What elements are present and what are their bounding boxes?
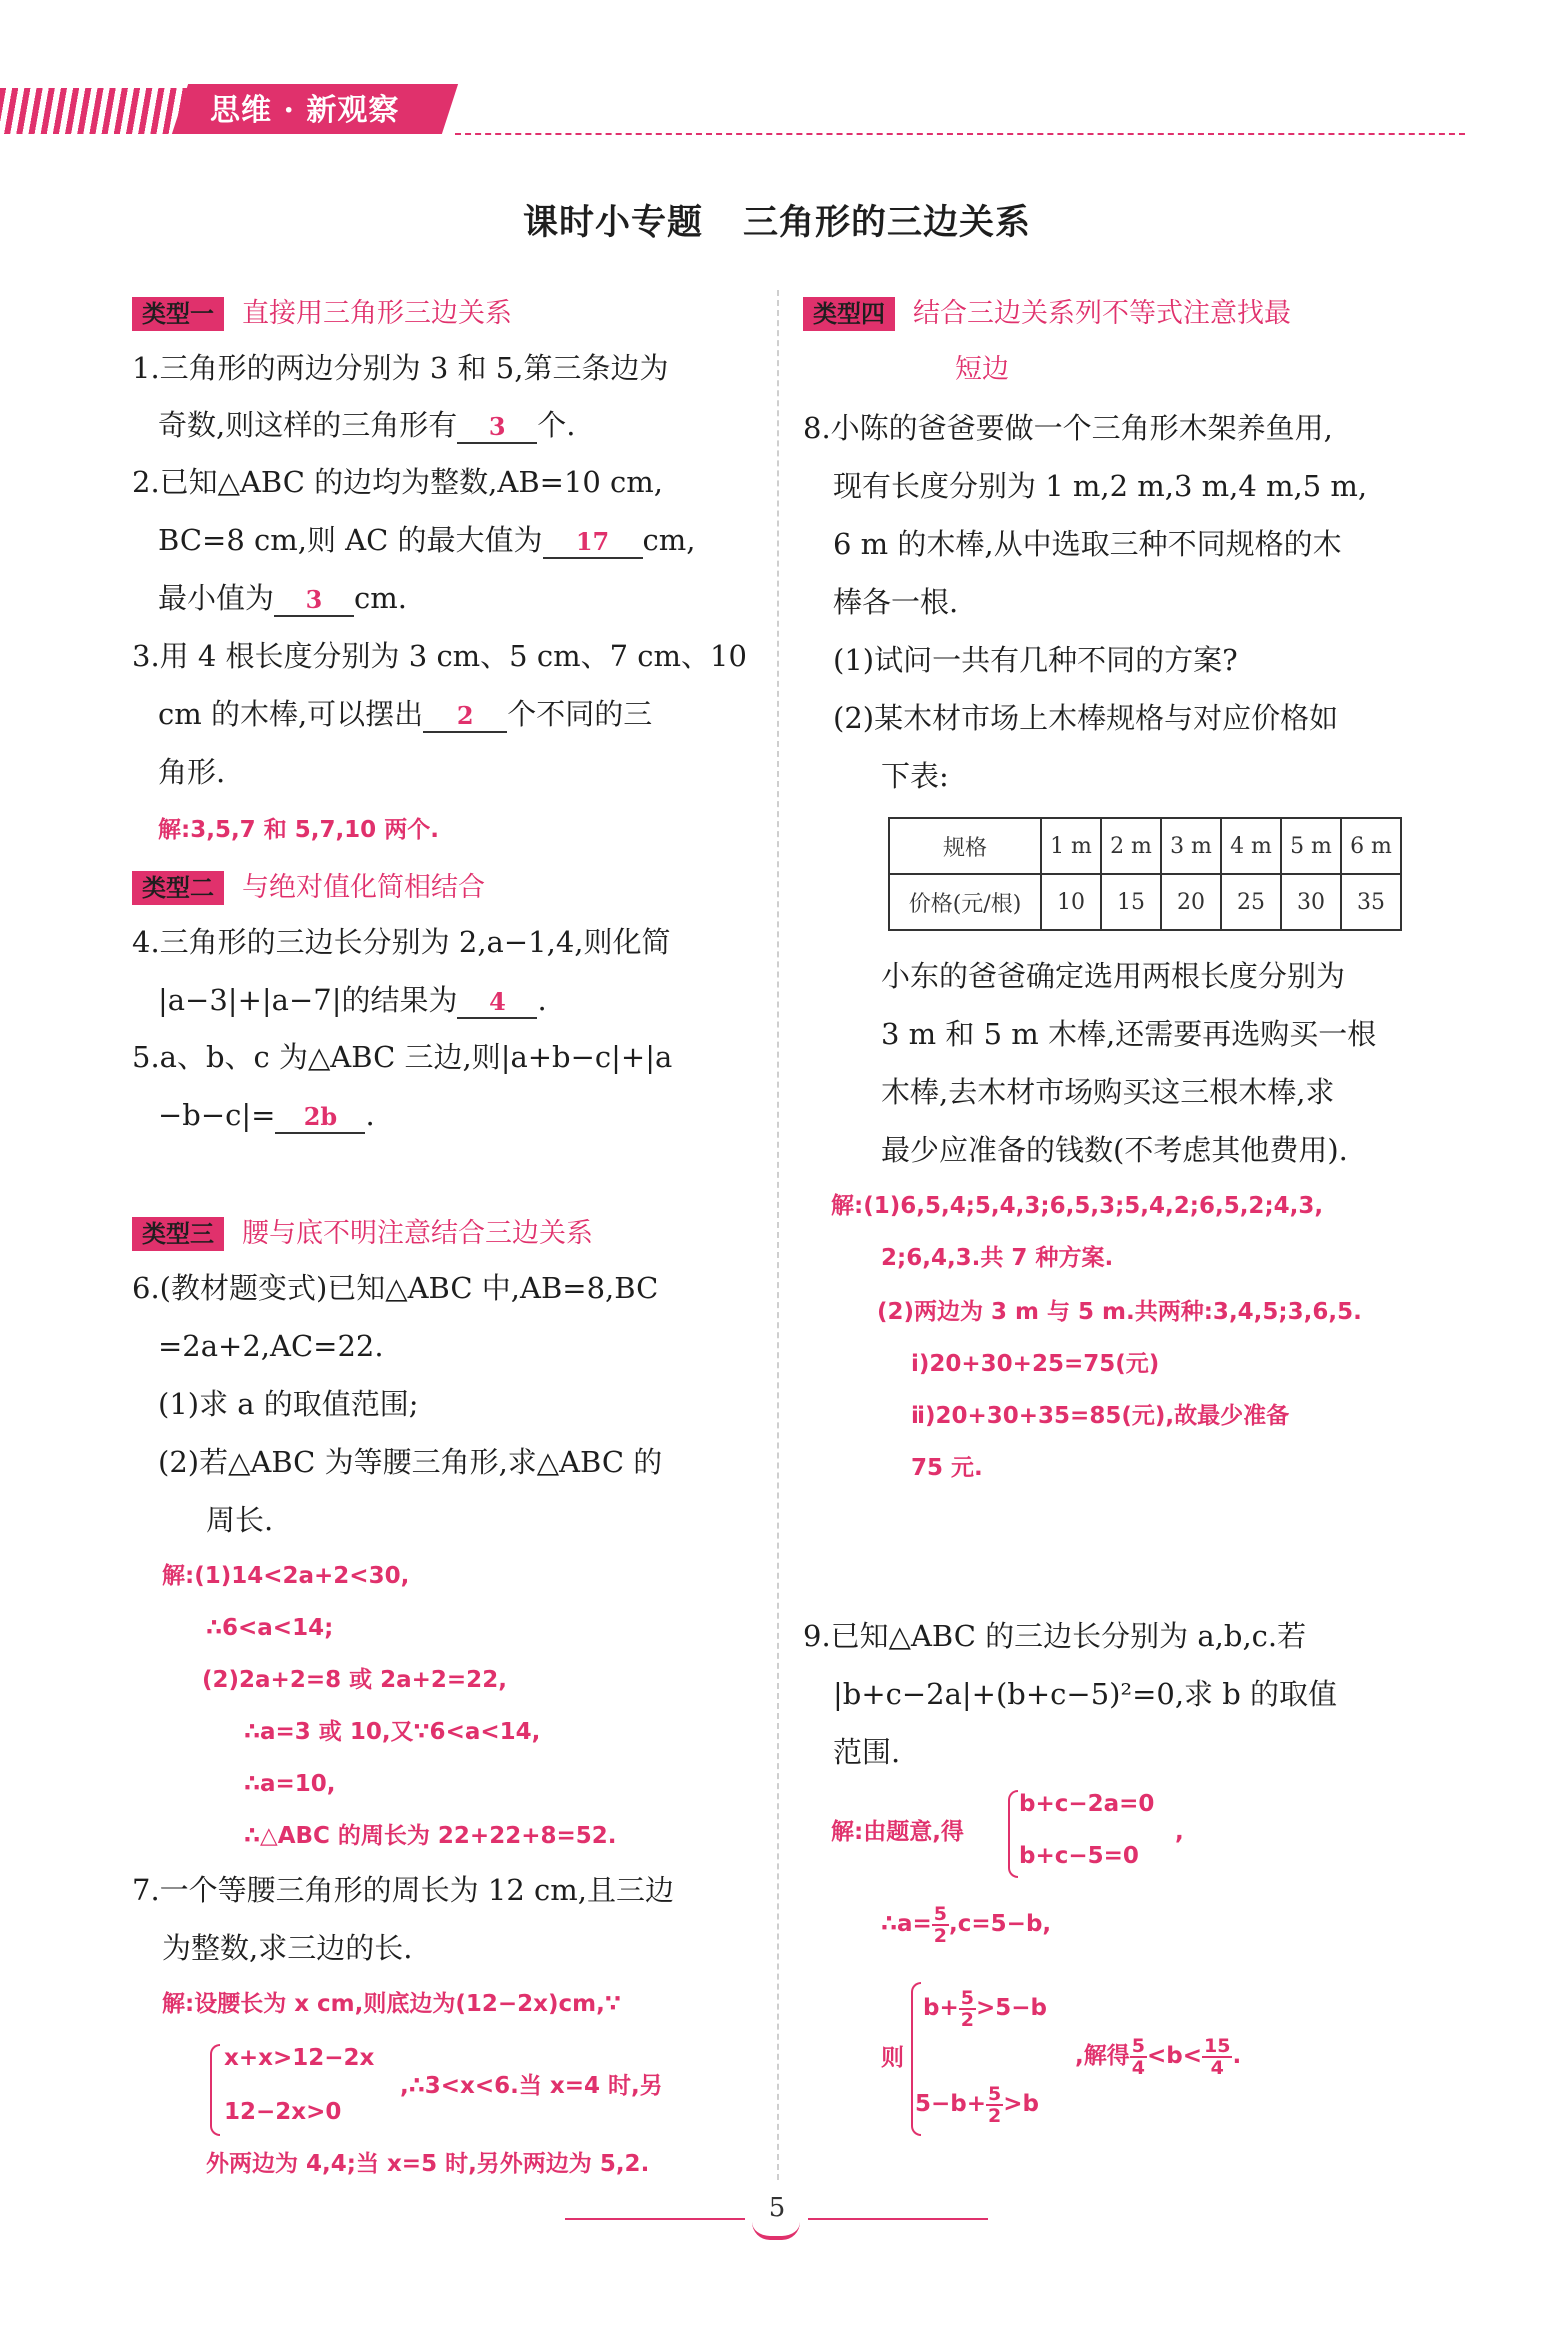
answer-blank: 3 <box>274 585 354 617</box>
table-cell: 5 m <box>1281 818 1341 874</box>
table-cell: 3 m <box>1161 818 1221 874</box>
q9-line-3: 范围. <box>833 1735 901 1769</box>
table-cell: 20 <box>1161 874 1221 930</box>
q9-system-2: b+c−5=0 <box>1019 1843 1139 1869</box>
footer-line-right <box>808 2218 988 2220</box>
type-heading-4 <box>803 292 1291 334</box>
price-table <box>888 817 1402 931</box>
q8-line-2: 现有长度分别为 1 m,2 m,3 m,4 m,5 m, <box>833 469 1368 503</box>
q9-result: ,解得 $\frac{5}{4}$ <b< $\frac{15}{4}$ . <box>1075 2034 1242 2079</box>
fraction: $\frac{5}{2}$ <box>988 2082 1002 2127</box>
q6-solution-6: ∴△ABC 的周长为 22+22+8=52. <box>244 1823 617 1849</box>
type-title: 直接用三角形三边关系 <box>242 298 512 329</box>
brace <box>210 2044 220 2136</box>
brace <box>1008 1790 1018 1878</box>
q1-line-1: 1.三角形的两边分别为 3 和 5,第三条边为 <box>132 351 669 385</box>
q9-line-2: |b+c−2a|+(b+c−5)²=0,求 b 的取值 <box>833 1677 1338 1711</box>
q2-line-3: 最小值为 3 cm. <box>158 581 407 615</box>
type-title: 结合三边关系列不等式注意找最 <box>913 298 1291 329</box>
table-cell: 规格 <box>889 818 1041 874</box>
page-title <box>0 195 1554 245</box>
q6-line-4: (2)若△ABC 为等腰三角形,求△ABC 的 <box>158 1445 663 1479</box>
q8-line-7: 下表: <box>881 759 949 793</box>
table-cell: 价格(元/根) <box>889 874 1041 930</box>
q4-line-1: 4.三角形的三边长分别为 2,a−1,4,则化简 <box>132 925 671 959</box>
q5-line-1: 5.a、b、c 为△ABC 三边,则|a+b−c|+|a <box>132 1040 673 1074</box>
q8-solution-3: (2)两边为 3 m 与 5 m.共两种:3,4,5;3,6,5. <box>877 1299 1362 1325</box>
q9-solution-3-label: 则 <box>881 2045 904 2071</box>
table-cell: 6 m <box>1341 818 1401 874</box>
q2-line-1: 2.已知△ABC 的边均为整数,AB=10 cm, <box>132 465 664 499</box>
q6-line-5: 周长. <box>206 1503 274 1537</box>
type-title-cont: 短边 <box>955 354 1009 385</box>
table-cell: 4 m <box>1221 818 1281 874</box>
q8-line-8: 小东的爸爸确定选用两根长度分别为 <box>881 959 1346 993</box>
q6-line-1: 6.(教材题变式)已知△ABC 中,AB=8,BC <box>132 1271 659 1305</box>
fraction: $\frac{5}{2}$ <box>933 1902 948 1947</box>
q6-solution-1: 解:(1)14<2a+2<30, <box>162 1563 410 1589</box>
table-cell: 25 <box>1221 874 1281 930</box>
table-cell: 10 <box>1041 874 1101 930</box>
page-title-part2: 三角形的三边关系 <box>743 202 1032 243</box>
answer-blank: 4 <box>457 987 537 1019</box>
q3-solution: 解:3,5,7 和 5,7,10 两个. <box>158 817 439 843</box>
answer-blank: 17 <box>543 527 643 559</box>
q9-line-1: 9.已知△ABC 的三边长分别为 a,b,c.若 <box>803 1619 1307 1653</box>
table-cell: 30 <box>1281 874 1341 930</box>
fraction: $\frac{5}{2}$ <box>960 1986 974 2031</box>
header-stripes <box>0 88 200 134</box>
q8-line-4: 棒各一根. <box>833 585 959 619</box>
q8-line-11: 最少应准备的钱数(不考虑其他费用). <box>881 1133 1348 1167</box>
q7-solution-4: 外两边为 4,4;当 x=5 时,另外两边为 5,2. <box>206 2151 650 2177</box>
q8-line-9: 3 m 和 5 m 木棒,还需要再选购买一根 <box>881 1017 1377 1051</box>
q9-solution-2: ∴a= $\frac{5}{2}$ ,c=5−b, <box>881 1902 1052 1947</box>
q7-line-1: 7.一个等腰三角形的周长为 12 cm,且三边 <box>132 1873 674 1907</box>
q7-solution-1: 解:设腰长为 x cm,则底边为(12−2x)cm,∵ <box>162 1991 621 2017</box>
q5-line-2: −b−c|= 2b . <box>158 1098 375 1132</box>
q8-solution-6: 75 元. <box>911 1455 983 1481</box>
q7-line-2: 为整数,求三边的长. <box>162 1931 413 1965</box>
book-icon <box>752 2222 800 2240</box>
q7-solution-3: ,∴3<x<6.当 x=4 时,另 <box>400 2073 663 2099</box>
q8-line-1: 8.小陈的爸爸要做一个三角形木架养鱼用, <box>803 411 1333 445</box>
q9-ineq-2: 5−b+ $\frac{5}{2}$ >b <box>915 2082 1039 2127</box>
q6-solution-4: ∴a=3 或 10,又∵6<a<14, <box>244 1719 541 1745</box>
q2-line-2: BC=8 cm,则 AC 的最大值为 17 cm, <box>158 523 696 557</box>
type-badge: 类型三 <box>132 1217 224 1251</box>
q8-solution-1: 解:(1)6,5,4;5,4,3;6,5,3;5,4,2;6,5,2;4,3, <box>831 1193 1324 1219</box>
q7-system-1: x+x>12−2x <box>224 2045 375 2071</box>
page-title-part1: 课时小专题 <box>522 202 703 243</box>
table-cell: 2 m <box>1101 818 1161 874</box>
q9-ineq-1: b+ $\frac{5}{2}$ >5−b <box>923 1986 1047 2031</box>
q3-line-1: 3.用 4 根长度分别为 3 cm、5 cm、7 cm、10 <box>132 639 747 673</box>
page-number: 5 <box>768 2193 786 2223</box>
q8-line-3: 6 m 的木棒,从中选取三种不同规格的木 <box>833 527 1342 561</box>
type-title: 腰与底不明注意结合三边关系 <box>242 1218 593 1249</box>
q7-system-2: 12−2x>0 <box>224 2099 342 2125</box>
table-cell: 1 m <box>1041 818 1101 874</box>
type-heading-3 <box>132 1212 593 1254</box>
type-heading-2 <box>132 866 485 908</box>
fraction: $\frac{5}{4}$ <box>1131 2034 1145 2079</box>
header-divider <box>455 133 1465 135</box>
q1-line-2: 奇数,则这样的三角形有 3 个. <box>158 408 576 442</box>
q6-solution-2: ∴6<a<14; <box>206 1615 334 1641</box>
q9-system-1: b+c−2a=0 <box>1019 1791 1155 1817</box>
answer-blank: 2b <box>275 1102 365 1134</box>
q6-line-2: =2a+2,AC=22. <box>158 1329 384 1363</box>
fraction: $\frac{15}{4}$ <box>1204 2034 1231 2079</box>
footer-line-left <box>565 2218 745 2220</box>
q8-solution-4: ⅰ)20+30+25=75(元) <box>911 1351 1160 1377</box>
q4-line-2: |a−3|+|a−7|的结果为 4 . <box>158 983 547 1017</box>
type-heading-1 <box>132 292 512 334</box>
q8-line-5: (1)试问一共有几种不同的方案? <box>833 643 1238 677</box>
q9-solution-1: 解:由题意,得 <box>831 1819 964 1845</box>
q3-line-2: cm 的木棒,可以摆出 2 个不同的三 <box>158 697 653 731</box>
answer-blank: 3 <box>457 412 537 444</box>
answer-blank: 2 <box>423 701 507 733</box>
type-title: 与绝对值化简相结合 <box>242 872 485 903</box>
q9-solution-1-comma: , <box>1175 1819 1184 1845</box>
column-divider <box>777 290 779 2180</box>
type-badge: 类型二 <box>132 871 224 905</box>
type-badge: 类型四 <box>803 297 895 331</box>
q8-solution-2: 2;6,4,3.共 7 种方案. <box>881 1245 1114 1271</box>
type-badge: 类型一 <box>132 297 224 331</box>
q8-solution-5: ⅱ)20+30+35=85(元),故最少准备 <box>911 1403 1290 1429</box>
q6-solution-5: ∴a=10, <box>244 1771 336 1797</box>
q8-line-6: (2)某木材市场上木棒规格与对应价格如 <box>833 701 1339 735</box>
q3-line-3: 角形. <box>158 755 226 789</box>
table-row <box>889 818 1401 874</box>
table-cell: 15 <box>1101 874 1161 930</box>
q6-line-3: (1)求 a 的取值范围; <box>158 1387 419 1421</box>
q8-line-10: 木棒,去木材市场购买这三根木棒,求 <box>881 1075 1335 1109</box>
q6-solution-3: (2)2a+2=8 或 2a+2=22, <box>202 1667 507 1693</box>
header-title: 思维 · 新观察 <box>210 93 400 128</box>
table-row <box>889 874 1401 930</box>
table-cell: 35 <box>1341 874 1401 930</box>
